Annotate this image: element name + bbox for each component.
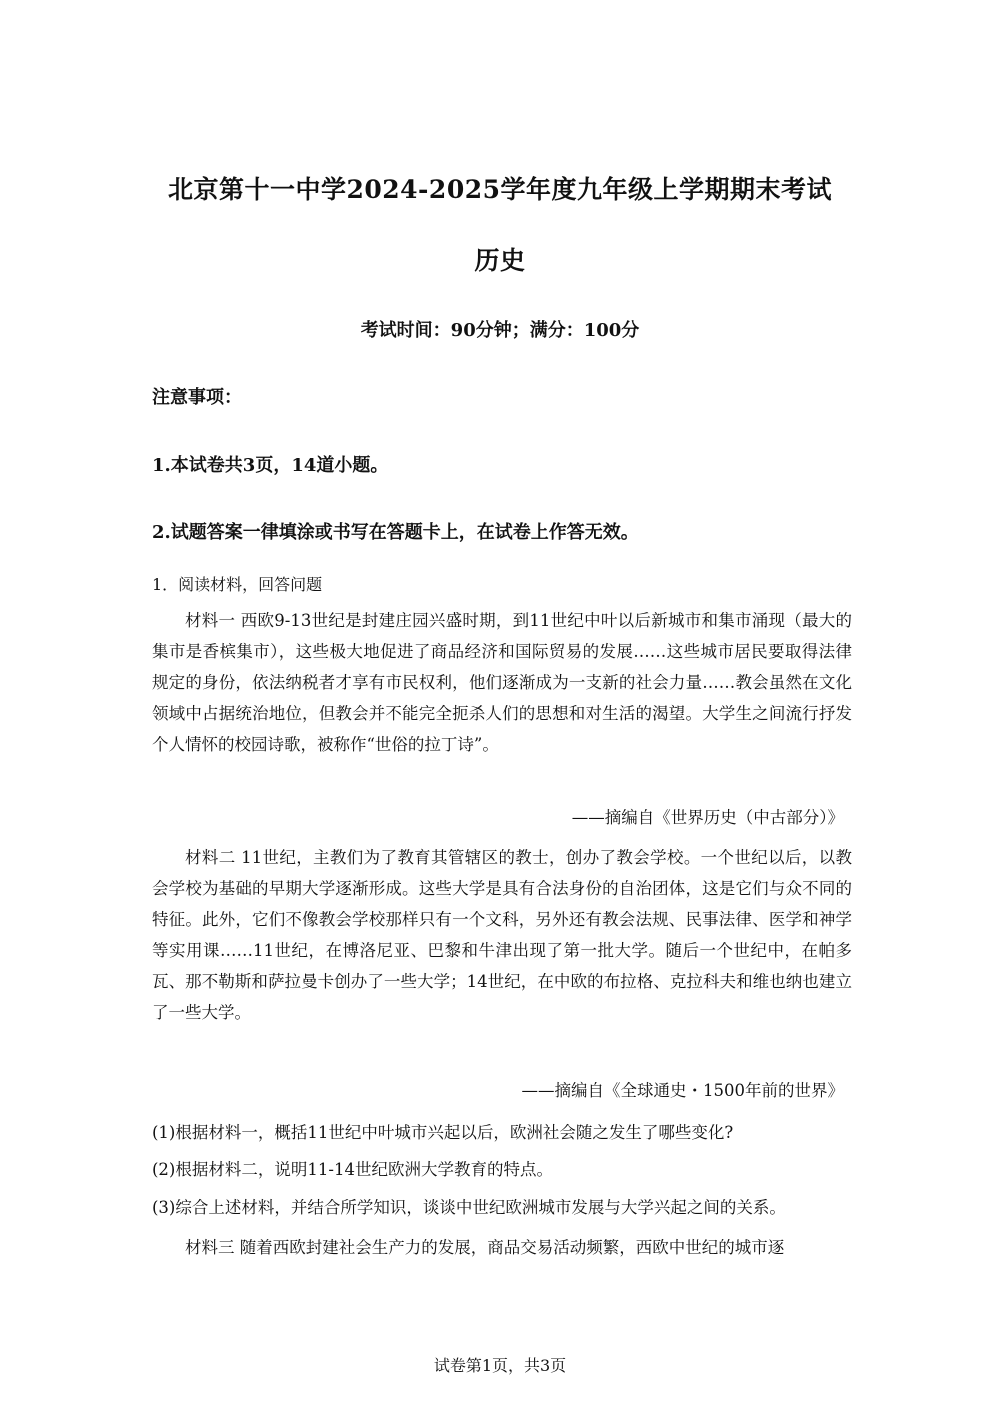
subquestion-1: (1)根据材料一，概括11世纪中叶城市兴起以后，欧洲社会随之发生了哪些变化?: [152, 1123, 734, 1142]
notes-heading: 注意事项：: [152, 387, 242, 408]
note-item: 2.试题答案一律填涂或书写在答题卡上，在试卷上作答无效。: [152, 522, 639, 543]
subquestion-3: (3)综合上述材料，并结合所学知识，谈谈中世纪欧洲城市发展与大学兴起之间的关系。: [152, 1198, 786, 1217]
question-prompt: 1．阅读材料，回答问题: [152, 575, 323, 594]
material-one-text: 材料一 西欧9-13世纪是封建庄园兴盛时期，到11世纪中叶以后新城市和集市涌现（最大的集市是香槟集市），这些极大地促进了商品经济和国际贸易的发展……这些城市居民要取得法律规定的身份，依法纳税者才享有市民权利，他们逐渐成为一支新的社会力量……教会虽然在文化领域中占据统治地位，但教会并不能完全扼杀人们的思想和对生活的渴望。大学生之间流行抒发个人情怀的校园诗歌，被称作“世俗的拉丁诗”。: [152, 611, 852, 754]
subquestion-2: (2)根据材料二，说明11-14世纪欧洲大学教育的特点。: [152, 1160, 553, 1179]
exam-subject: 历史: [474, 246, 526, 275]
note-item: 1.本试卷共3页，14道小题。: [152, 455, 389, 476]
material-two-source: ——摘编自《全球通史・1500年前的世界》: [521, 1081, 844, 1100]
page-footer: 试卷第1页，共3页: [433, 1356, 567, 1375]
exam-info: 考试时间：90分钟；满分：100分: [360, 320, 640, 341]
material-one-source: ——摘编自《世界历史（中古部分）》: [571, 808, 844, 827]
material-three-text: 材料三 随着西欧封建社会生产力的发展，商品交易活动频繁，西欧中世纪的城市逐: [185, 1238, 785, 1257]
exam-title: 北京第十一中学2024-2025学年度九年级上学期期末考试: [167, 175, 833, 204]
material-two-text: 材料二 11世纪，主教们为了教育其管辖区的教士，创办了教会学校。一个世纪以后，以教会学校为基础的早期大学逐渐形成。这些大学是具有合法身份的自治团体，这是它们与众不同的特征。此外，它们不像教会学校那样只有一个文科，另外还有教会法规、民事法律、医学和神学等实用课……11世纪，在博洛尼亚、巴黎和牛津出现了第一批大学。随后一个世纪中，在帕多瓦、那不勒斯和萨拉曼卡创办了一些大学；14世纪，在中欧的布拉格、克拉科夫和维也纳也建立了一些大学。: [152, 848, 852, 1022]
